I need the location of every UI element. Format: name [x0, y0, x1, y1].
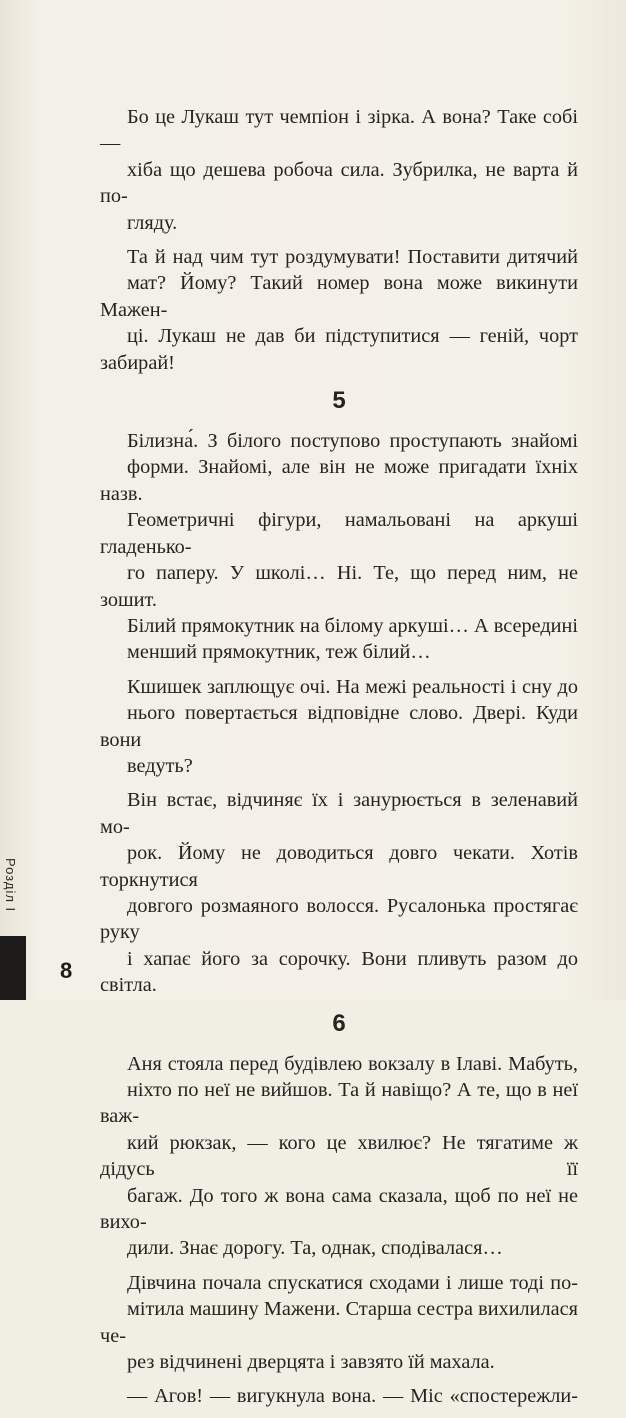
text-line: Білизна́. З білого поступово проступають знайомі	[127, 430, 578, 453]
text-line: Білий прямокутник на білому аркуші… А всередині	[127, 614, 578, 637]
text-line: нього повертається відповідне слово. Двері. Куди вони	[100, 702, 578, 751]
text-line: мат? Йому? Такий номер вона може викинути Мажен-	[100, 272, 578, 321]
text-line: Аня стояла перед будівлею вокзалу в Ілаві. Мабуть,	[127, 1052, 578, 1075]
text-line: хіба що дешева робоча сила. Зубрилка, не варта й по-	[100, 158, 578, 208]
section-number-6: 6	[332, 1009, 346, 1037]
chapter-side-label: Розділ I	[3, 858, 18, 913]
paragraph	[100, 1383, 578, 1409]
text-line: і хапає його за сорочку. Вони пливуть разом до світла.	[100, 947, 578, 997]
text-line: ведуть?	[127, 754, 193, 777]
paragraph	[100, 428, 578, 666]
text-line: ніхто по неї не вийшов. Та й навіщо? А те, що в неї важ-	[100, 1079, 578, 1128]
text-line: рез відчинені дверцята і завзято їй махала.	[127, 1351, 495, 1374]
text-line: ці. Лукаш не дав би підступитися — геній, чорт забирай!	[100, 325, 578, 374]
text-line: дили. Знає дорогу. Та, однак, сподівалася…	[127, 1237, 503, 1260]
text-line: мітила машину Мажени. Старша сестра вихилилася че-	[100, 1298, 578, 1347]
text-line: Бо це Лукаш тут чемпіон і зірка. А вона? Таке собі —	[100, 106, 578, 155]
text-line: кий рюкзак, — кого це хвилює? Не тягатиме ж дідусь її	[100, 1131, 578, 1181]
text-line: форми. Знайомі, але він не може пригадати їхніх назв.	[100, 456, 578, 505]
paragraph	[100, 1051, 578, 1262]
paragraph	[100, 244, 578, 376]
text-line: Кшишек заплющує очі. На межі реальності і сну до	[127, 675, 578, 698]
paragraph	[100, 104, 578, 236]
section-number-5: 5	[332, 387, 346, 415]
text-line: менший прямокутник, теж білий…	[127, 641, 431, 664]
text-line: Та й над чим тут роздумувати! Поставити дитячий	[127, 246, 578, 269]
text-line: Він встає, відчиняє їх і занурюється в зеленавий мо-	[100, 789, 578, 838]
text-line: довгого розмаяного волосся. Русалонька простягає руку	[100, 894, 578, 944]
thumb-index-bar	[0, 936, 26, 1000]
text-line: гляду.	[127, 211, 178, 234]
text-line: — Агов! — вигукнула вона. — Міс «спостережли-	[127, 1385, 578, 1408]
text-line: го паперу. У школі… Ні. Те, що перед ним, не зошит.	[100, 562, 578, 611]
paragraph	[100, 674, 578, 780]
text-line: рок. Йому не доводиться довго чекати. Хотів торкнутися	[100, 842, 578, 891]
text-line: Геометричні фігури, намальовані на аркуші гладенько-	[100, 509, 578, 558]
paragraph	[100, 787, 578, 998]
paragraph	[100, 1270, 578, 1376]
body-text	[100, 104, 578, 1418]
text-line: Дівчина почала спускатися сходами і лише тоді по-	[127, 1271, 578, 1294]
text-line: багаж. До того ж вона сама сказала, щоб по неї не вихо-	[100, 1184, 578, 1234]
page-number: 8	[60, 958, 73, 983]
